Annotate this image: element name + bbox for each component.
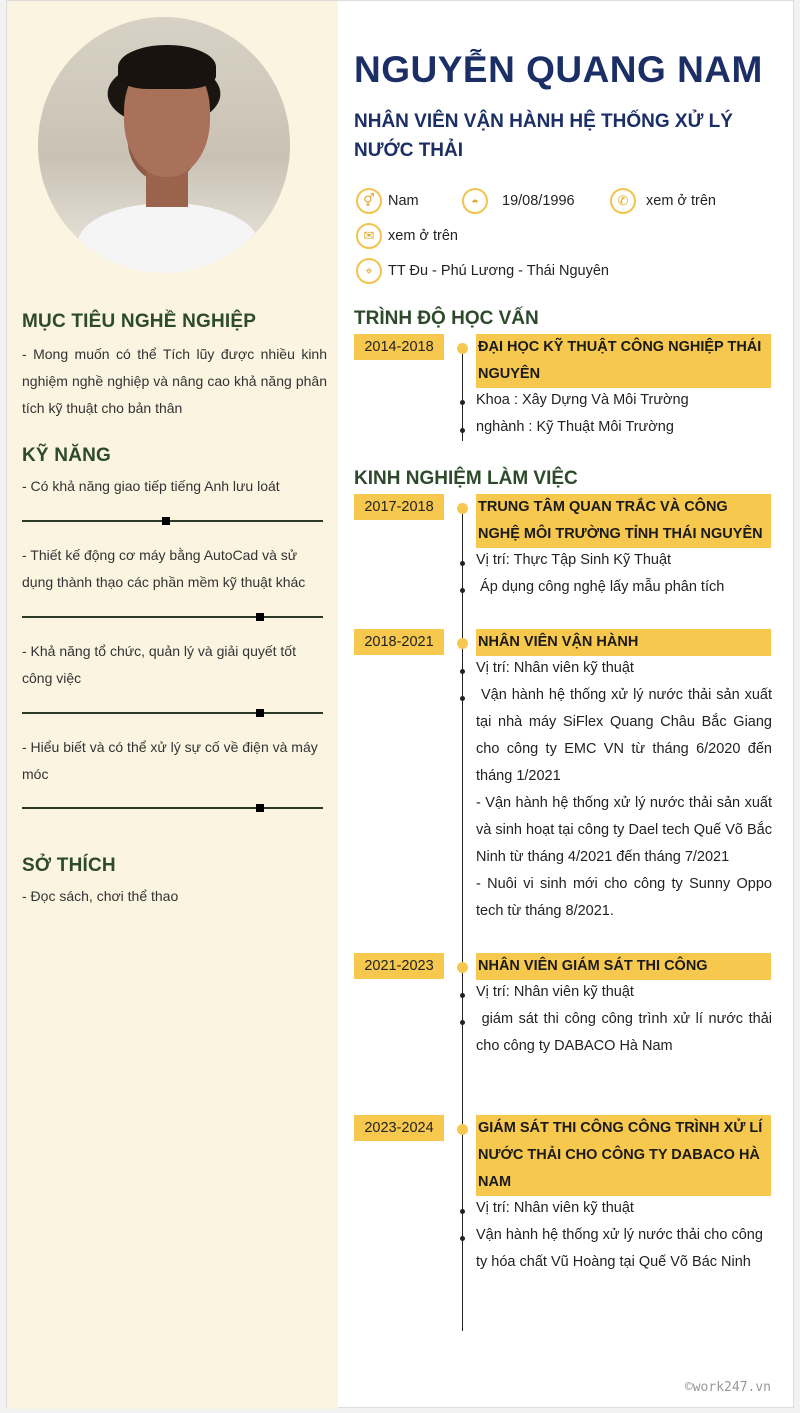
skill-level-bar <box>22 520 323 522</box>
skill-level-bar <box>22 712 323 714</box>
job-company: GIÁM SÁT THI CÔNG CÔNG TRÌNH XỬ LÍ NƯỚC THẢI CHO CÔNG TY DABACO HÀ NAM <box>476 1115 771 1196</box>
gender-icon: ⚥ <box>356 188 382 214</box>
timeline-dot <box>457 503 468 514</box>
job-period: 2017-2018 <box>354 494 444 520</box>
job-title: NHÂN VIÊN VẬN HÀNH HỆ THỐNG XỬ LÝ NƯỚC THẢI <box>354 111 733 161</box>
cake-icon: ◓ <box>462 188 488 214</box>
gender-value: Nam <box>388 193 419 209</box>
bullet-dot <box>460 696 465 701</box>
job-position: Vị trí: Nhân viên kỹ thuật <box>476 1200 634 1216</box>
job-description-extra: - Nuôi vi sinh mới cho công ty Sunny Oppo tech từ tháng 8/2021. <box>476 876 772 919</box>
job-description: giám sát thi công công trình xử lí nước thải cho công ty DABACO Hà Nam <box>476 1011 777 1054</box>
timeline-dot <box>457 638 468 649</box>
skill-text: - Khả năng tổ chức, quản lý và giải quyết tốt công việc <box>22 643 296 686</box>
skill-level-knob <box>256 709 264 717</box>
avatar <box>38 17 290 273</box>
education-faculty: Khoa : Xây Dựng Và Môi Trường <box>476 392 689 408</box>
job-period: 2023-2024 <box>354 1115 444 1141</box>
hobbies-title: SỞ THÍCH <box>22 855 116 876</box>
job-description: Áp dụng công nghệ lấy mẫu phân tích <box>476 579 725 595</box>
bullet-dot <box>460 1209 465 1214</box>
email-value: xem ở trên <box>388 228 458 244</box>
bullet-dot <box>460 669 465 674</box>
job-position: Vị trí: Nhân viên kỹ thuật <box>476 660 634 676</box>
sidebar <box>7 1 338 1409</box>
job-description-extra: - Vận hành hệ thống xử lý nước thải sản xuất và sinh hoạt tại công ty Dael tech Quế Võ Bắc Ninh từ tháng 4/2021 đến tháng 7/2021 <box>476 795 772 865</box>
skills-title: KỸ NĂNG <box>22 445 112 466</box>
job-period: 2021-2023 <box>354 953 444 979</box>
bullet-dot <box>460 561 465 566</box>
education-period: 2014-2018 <box>354 334 444 360</box>
education-major: nghành : Kỹ Thuật Môi Trường <box>476 419 674 435</box>
timeline-dot <box>457 343 468 354</box>
bullet-dot <box>460 1020 465 1025</box>
skill-level-knob <box>256 804 264 812</box>
timeline-line <box>462 506 463 1331</box>
education-title: TRÌNH ĐỘ HỌC VẤN <box>354 308 539 329</box>
experience-title: KINH NGHIỆM LÀM VIỆC <box>354 468 578 489</box>
job-position: Vị trí: Nhân viên kỹ thuật <box>476 984 634 1000</box>
objective-title: MỤC TIÊU NGHỀ NGHIỆP <box>22 311 257 332</box>
email-info <box>356 223 458 249</box>
cv-page <box>6 0 794 1408</box>
mail-icon: ✉ <box>356 223 382 249</box>
skill-text: - Hiểu biết và có thể xử lý sự cố về điện và máy móc <box>22 739 318 782</box>
education-school: ĐẠI HỌC KỸ THUẬT CÔNG NGHIỆP THÁI NGUYÊN <box>476 334 771 388</box>
phone-value: xem ở trên <box>646 193 716 209</box>
skill-text: - Có khả năng giao tiếp tiếng Anh lưu loát <box>22 478 280 494</box>
birthday-info <box>462 188 575 214</box>
objective-text: - Mong muốn có thể Tích lũy được nhiều kinh nghiệm nghề nghiệp và nâng cao khả năng phân tích kỹ thuật cho bản thân <box>22 346 327 416</box>
candidate-name: NGUYỄN QUANG NAM <box>354 49 763 90</box>
job-period: 2018-2021 <box>354 629 444 655</box>
address-value: TT Đu - Phú Lương - Thái Nguyên <box>388 263 609 279</box>
timeline-dot <box>457 962 468 973</box>
skill-text: - Thiết kế động cơ máy bằng AutoCad và sử dụng thành thạo các phần mềm kỹ thuật khác <box>22 547 306 590</box>
phone-icon: ✆ <box>610 188 636 214</box>
hobbies-text: - Đọc sách, chơi thể thao <box>22 888 179 904</box>
skill-level-bar <box>22 616 323 618</box>
birthday-value: 19/08/1996 <box>502 193 575 209</box>
job-company: TRUNG TÂM QUAN TRẮC VÀ CÔNG NGHỆ MÔI TRƯỜNG TỈNH THÁI NGUYÊN <box>476 494 771 548</box>
skill-level-knob <box>256 613 264 621</box>
job-description: Vận hành hệ thống xử lý nước thải cho công ty hóa chất Vũ Hoàng tại Quế Võ Bác Ninh <box>476 1227 763 1270</box>
gender-info <box>356 188 419 214</box>
address-info <box>356 258 609 284</box>
phone-info <box>610 188 716 214</box>
bullet-dot <box>460 428 465 433</box>
job-position: Vị trí: Thực Tập Sinh Kỹ Thuật <box>476 552 672 568</box>
timeline-dot <box>457 1124 468 1135</box>
bullet-dot <box>460 400 465 405</box>
bullet-dot <box>460 588 465 593</box>
bullet-dot <box>460 993 465 998</box>
job-company: NHÂN VIÊN VẬN HÀNH <box>476 629 771 656</box>
bullet-dot <box>460 1236 465 1241</box>
skill-level-bar <box>22 807 323 809</box>
location-icon: ⌖ <box>356 258 382 284</box>
skill-level-knob <box>162 517 170 525</box>
job-company: NHÂN VIÊN GIÁM SÁT THI CÔNG <box>476 953 771 980</box>
timeline-line <box>462 346 463 441</box>
job-description: Vận hành hệ thống xử lý nước thải sản xuất tại nhà máy SiFlex Quang Châu Bắc Giang cho công ty EMC VN từ tháng 6/2020 đến tháng 1/2021 <box>476 687 777 784</box>
watermark: ©work247.vn <box>684 1380 771 1395</box>
